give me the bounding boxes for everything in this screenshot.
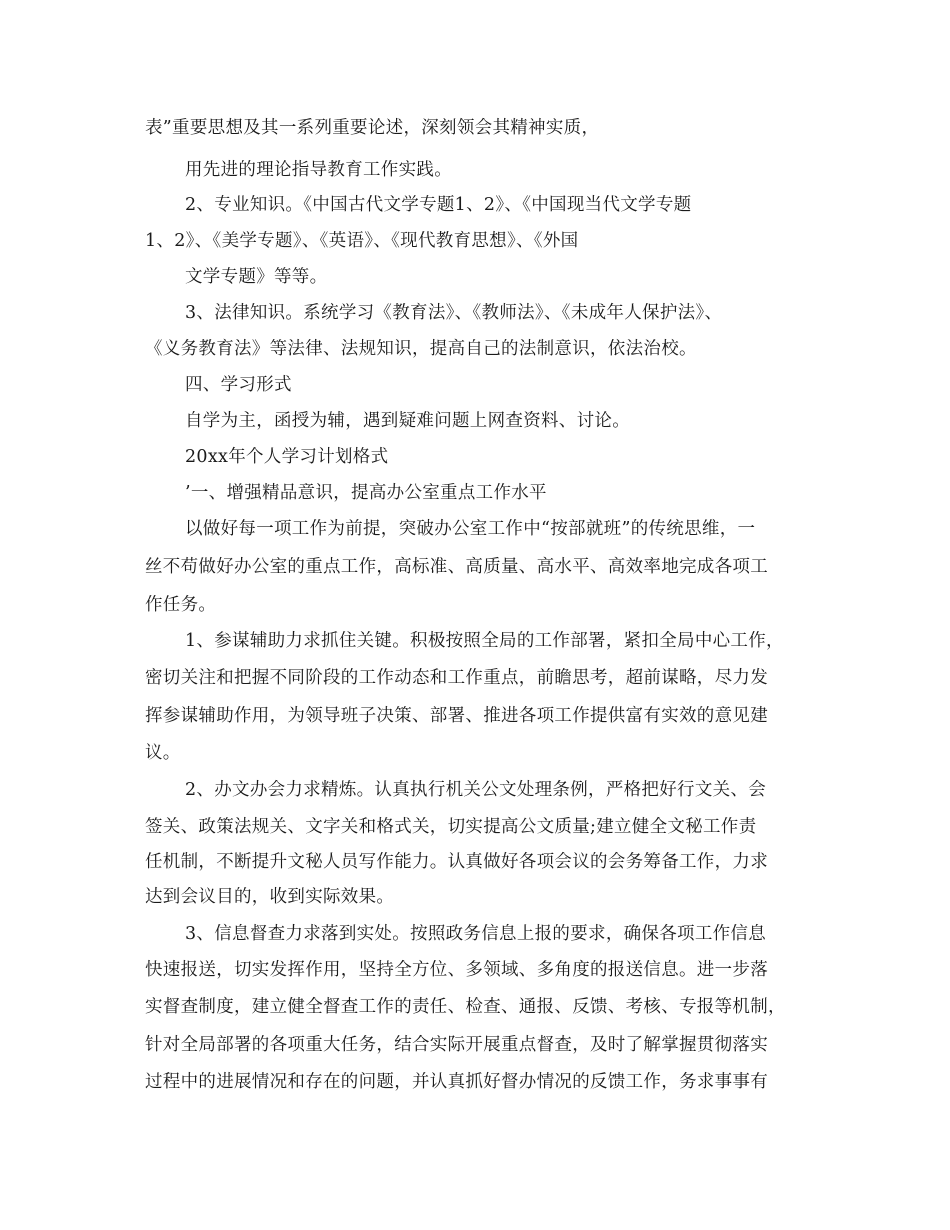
text-line: 3、法律知识。系统学习《教育法》、《教师法》、《未成年人保护法》、 [185, 303, 723, 323]
text-line: 作任务。 [145, 595, 217, 615]
text-line: 签关、政策法规关、文字关和格式关，切实提高公文质量;建立健全文秘工作责 [145, 817, 757, 837]
text-line: 达到会议目的，收到实际效果。 [145, 887, 395, 907]
text-line: 用先进的理论指导教育工作实践。 [185, 160, 452, 180]
text-line: 议。 [145, 743, 181, 763]
text-line: 针对全局部署的各项重大任务，结合实际开展重点督查，及时了解掌握贯彻落实 [145, 1035, 768, 1055]
text-line: 以做好每一项工作为前提，突破办公室工作中“按部就班”的传统思维，一 [185, 519, 756, 539]
section-heading: 四、学习形式 [185, 375, 292, 395]
text-line: 丝不苟做好办公室的重点工作，高标准、高质量、高水平、高效率地完成各项工 [145, 557, 768, 577]
text-line: 挥参谋辅助作用，为领导班子决策、部署、推进各项工作提供富有实效的意见建 [145, 706, 768, 726]
text-line: 任机制，不断提升文秘人员写作能力。认真做好各项会议的会务筹备工作，力求 [145, 852, 768, 872]
text-line: 《义务教育法》等法律、法规知识，提高自己的法制意识，依法治校。 [145, 339, 697, 359]
text-line: 2、专业知识。《中国古代文学专题1、2》、《中国现当代文学专题 [185, 195, 692, 215]
text-line: 过程中的进展情况和存在的问题，并认真抓好督办情况的反馈工作，务求事事有 [145, 1072, 768, 1092]
text-line: 自学为主，函授为辅，遇到疑难问题上网查资料、讨论。 [185, 411, 630, 431]
document-title: 20xx年个人学习计划格式 [185, 447, 389, 467]
section-heading: ’一、增强精品意识，提高办公室重点工作水平 [185, 483, 547, 503]
text-line: 3、信息督查力求落到实处。按照政务信息上报的要求，确保各项工作信息 [185, 924, 767, 944]
text-line: 1、2》、《美学专题》、《英语》、《现代教育思想》、《外国 [145, 231, 579, 251]
text-line: 实督查制度，建立健全督查工作的责任、检查、通报、反馈、考核、专报等机制， [145, 997, 786, 1017]
text-line: 2、办文办会力求精炼。认真执行机关公文处理条例，严格把好行文关、会 [185, 780, 767, 800]
text-line: 密切关注和把握不同阶段的工作动态和工作重点，前瞻思考，超前谋略，尽力发 [145, 668, 768, 688]
text-line: 表”重要思想及其一系列重要论述，深刻领会其精神实质， [145, 118, 600, 138]
text-line: 快速报送，切实发挥作用，坚持全方位、多领域、多角度的报送信息。进一步落 [145, 960, 768, 980]
text-line: 文学专题》等等。 [185, 267, 328, 287]
text-line: 1、参谋辅助力求抓住关键。积极按照全局的工作部署，紧扣全局中心工作， [185, 631, 784, 651]
